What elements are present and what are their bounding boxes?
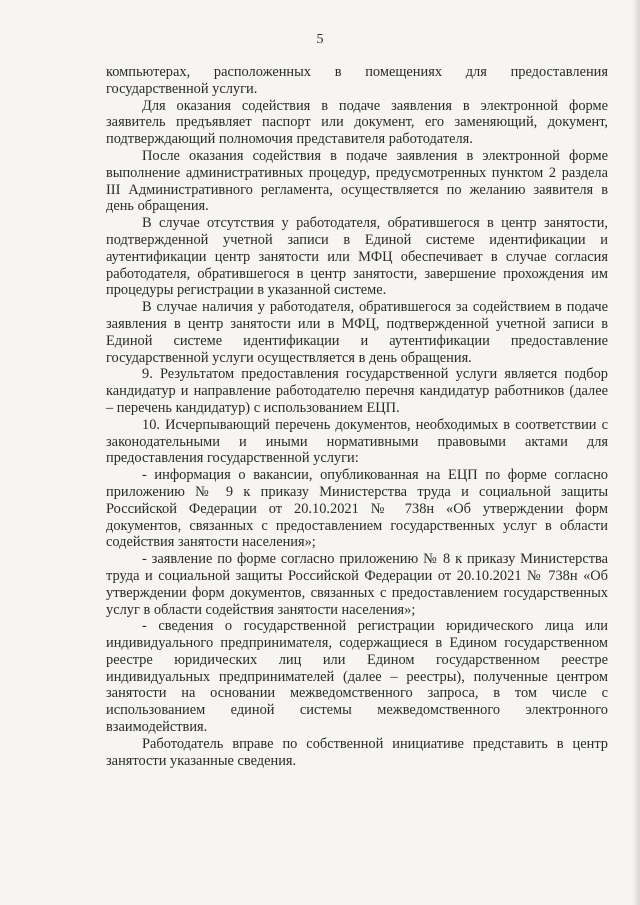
paragraph-employer-initiative: Работодатель вправе по собственной инициативе представить в центр занятости указанные сведения.	[106, 735, 608, 769]
paragraph-no-account: В случае отсутствия у работодателя, обратившегося в центр занятости, подтвержденной учетной записи в Единой системе идентификации и аутентификации центр занятости или МФЦ обеспечивает в случае согласия работодателя, обратившегося в центр занятости, завершение прохождения им процедуры регистрации в указанной системе.	[106, 215, 608, 299]
document-body	[106, 64, 608, 769]
paragraph-item-10: 10. Исчерпывающий перечень документов, необходимых в соответствии с законодательными и иными нормативными правовыми актами для предоставления государственной услуги:	[106, 416, 608, 467]
list-item-registration-info: - сведения о государственной регистрации юридического лица или индивидуального предпринимателя, содержащиеся в Едином государственном реестре юридических лиц или Едином государственном реестре индивидуальных предпринимателей (далее – реестры), полученные центром занятости на основании межведомственного запроса, в том числе с использованием единой системы межведомственного электронного взаимодействия.	[106, 618, 608, 736]
paragraph-continuation: компьютерах, расположенных в помещениях для предоставления государственной услуги.	[106, 64, 608, 97]
paragraph-has-account: В случае наличия у работодателя, обратившегося за содействием в подаче заявления в центр занятости или в МФЦ, подтвержденной учетной записи в Единой системе идентификации и аутентификации предоставление государственной услуги осуществляется в день обращения.	[106, 299, 608, 366]
paragraph-item-9: 9. Результатом предоставления государственной услуги является подбор кандидатур и направление работодателю перечня кандидатур работников (далее – перечень кандидатур) с использованием ЕЦП.	[106, 366, 608, 416]
scan-edge-shadow	[632, 0, 640, 905]
page-number: 5	[316, 32, 324, 47]
list-item-vacancy-info: - информация о вакансии, опубликованная на ЕЦП по форме согласно приложению № 9 к приказу Министерства труда и социальной защиты Российской Федерации от 20.10.2021 № 738н «Об утверждении форм документов, связанных с предоставлением государственных услуг в области содействия занятости населения»;	[106, 467, 608, 551]
paragraph-after-assistance: После оказания содействия в подаче заявления в электронной форме выполнение административных процедур, предусмотренных пунктом 2 раздела III Административного регламента, осуществляется по желанию заявителя в день обращения.	[106, 147, 608, 215]
paragraph-id-assistance: Для оказания содействия в подаче заявления в электронной форме заявитель предъявляет паспорт или документ, его заменяющий, документ, подтверждающий полномочия представителя работодателя.	[106, 97, 608, 148]
list-item-application: - заявление по форме согласно приложению № 8 к приказу Министерства труда и социальной защиты Российской Федерации от 20.10.2021 № 738н «Об утверждении форм документов, связанных с предоставлением государственных услуг в области содействия занятости населения»;	[106, 551, 608, 618]
